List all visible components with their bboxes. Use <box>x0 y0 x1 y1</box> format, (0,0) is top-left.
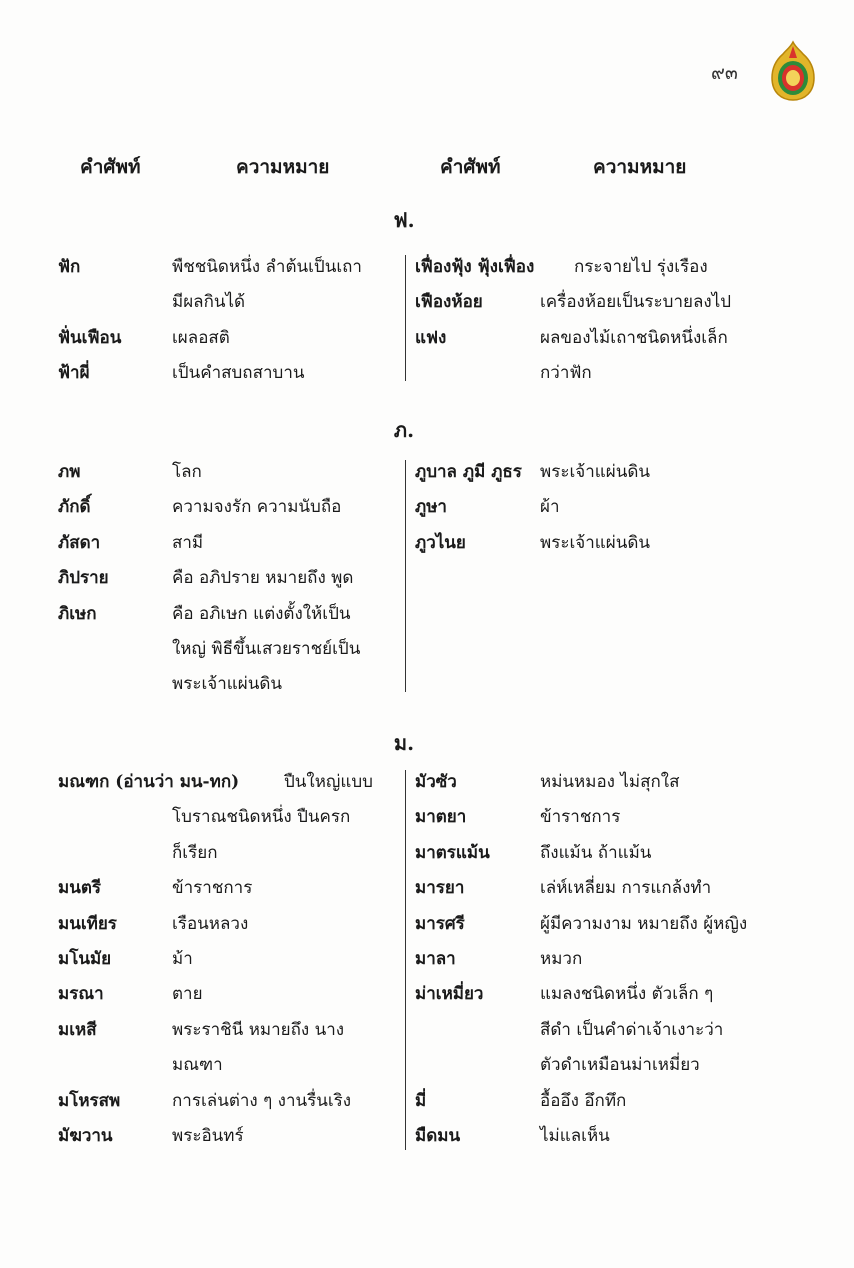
column-header-term-left: คำศัพท์ <box>80 156 141 178</box>
entry-definition: มณฑา <box>172 1055 223 1076</box>
entry-definition: พระอินทร์ <box>172 1126 244 1146</box>
entry-term: ฟัก <box>58 257 81 277</box>
entry-definition: เครื่องห้อยเป็นระบายลงไป <box>540 292 732 313</box>
entry-definition: ไม่แลเห็น <box>540 1126 610 1146</box>
entry-term: เฟื่องฟุ้ง ฟุ้งเฟื่อง <box>415 257 535 277</box>
entry-definition: ถึงแม้น ถ้าแม้น <box>540 842 652 863</box>
column-divider-fo <box>405 255 406 381</box>
entry-term: เฟืองห้อย <box>415 292 483 313</box>
entry-definition: มีผลกินได้ <box>172 292 246 313</box>
entry-definition: สามี <box>172 532 204 553</box>
entry-definition: เรือนหลวง <box>172 913 249 934</box>
entry-definition: ตัวดำเหมือนม่าเหมี่ยว <box>540 1055 700 1076</box>
entry-term: ภูษา <box>415 497 447 518</box>
entry-definition: ผ้า <box>540 497 560 518</box>
column-divider-mo <box>405 770 406 1150</box>
entry-definition: ตาย <box>172 984 203 1005</box>
column-header-meaning-right: ความหมาย <box>593 156 687 178</box>
entry-term: มาตรแม้น <box>415 842 490 863</box>
entry-definition: ก็เรียก <box>172 842 218 863</box>
entry-definition: ปืนใหญ่แบบ <box>284 772 373 792</box>
entry-definition: หมวก <box>540 949 583 969</box>
entry-term: มัฆวาน <box>58 1126 113 1146</box>
section-letter-fo: ฟ. <box>393 208 415 232</box>
entry-definition: กว่าฟัก <box>540 363 592 384</box>
entry-term: ม่าเหมี่ยว <box>415 984 484 1005</box>
entry-definition: ความจงรัก ความนับถือ <box>172 497 342 518</box>
entry-term: มณฑก (อ่านว่า มน-ทก) <box>58 772 240 792</box>
entry-term: ฟั่นเฟือน <box>58 327 122 348</box>
column-header-term-right: คำศัพท์ <box>440 156 501 178</box>
entry-term: มี่ <box>415 1090 427 1111</box>
entry-term: ภิปราย <box>58 568 109 589</box>
entry-definition: ใหญ่ พิธีขึ้นเสวยราชย์เป็น <box>172 639 361 659</box>
entry-definition: เป็นคำสบถสาบาน <box>172 363 305 384</box>
entry-definition: แมลงชนิดหนึ่ง ตัวเล็ก ๆ <box>540 984 714 1005</box>
entry-term: ภูวไนย <box>415 532 466 553</box>
entry-term: มารยา <box>415 878 465 899</box>
entry-term: แฟง <box>415 327 447 348</box>
entry-definition: อื้ออึง อึกทึก <box>540 1090 627 1111</box>
entry-definition: พระราชินี หมายถึง นาง <box>172 1019 345 1040</box>
entry-definition: ข้าราชการ <box>540 807 621 828</box>
entry-term: ภักดิ์ <box>58 497 91 518</box>
entry-definition: ข้าราชการ <box>172 878 253 899</box>
royal-seal-emblem <box>770 40 816 102</box>
entry-term: มนเทียร <box>58 913 117 934</box>
entry-term: ภัสดา <box>58 532 101 553</box>
entry-term: มัวซัว <box>415 772 457 792</box>
entry-definition: หม่นหมอง ไม่สุกใส <box>540 772 680 792</box>
page-number: ๙๓ <box>711 62 738 84</box>
entry-term: มเหสี <box>58 1019 97 1040</box>
entry-term: ภูบาล ภูมี ภูธร <box>415 462 522 482</box>
entry-definition: ผลของไม้เถาชนิดหนึ่งเล็ก <box>540 327 728 348</box>
entry-definition: เล่ห์เหลี่ยม การแกล้งทำ <box>540 878 712 899</box>
section-letter-pho: ภ. <box>393 418 415 442</box>
column-header-meaning-left: ความหมาย <box>236 156 330 178</box>
entry-definition: พระเจ้าแผ่นดิน <box>172 674 282 695</box>
entry-term: มนตรี <box>58 878 101 899</box>
column-divider-pho <box>405 460 406 692</box>
entry-term: มโหรสพ <box>58 1090 121 1111</box>
entry-definition: คือ อภิปราย หมายถึง พูด <box>172 568 354 589</box>
entry-definition: โบราณชนิดหนึ่ง ปืนครก <box>172 807 351 828</box>
entry-definition: พระเจ้าแผ่นดิน <box>540 462 650 482</box>
entry-term: มาลา <box>415 949 456 969</box>
section-letter-mo: ม. <box>393 731 415 755</box>
entry-term: มืดมน <box>415 1126 461 1146</box>
entry-definition: ม้า <box>172 949 193 969</box>
entry-definition: ผู้มีความงาม หมายถึง ผู้หญิง <box>540 913 748 934</box>
entry-definition: สีดำ เป็นคำด่าเจ้าเงาะว่า <box>540 1019 724 1040</box>
entry-term: ภิเษก <box>58 603 97 624</box>
entry-term: ภพ <box>58 462 81 482</box>
entry-term: มาตยา <box>415 807 467 828</box>
entry-definition: โลก <box>172 462 202 482</box>
entry-definition: กระจายไป รุ่งเรือง <box>574 257 708 277</box>
entry-term: ฟ้าผี่ <box>58 363 90 384</box>
entry-definition: การเล่นต่าง ๆ งานรื่นเริง <box>172 1090 352 1111</box>
entry-term: มารศรี <box>415 913 465 934</box>
entry-definition: พระเจ้าแผ่นดิน <box>540 532 650 553</box>
entry-term: มโนมัย <box>58 949 112 969</box>
entry-definition: พืชชนิดหนึ่ง ลำต้นเป็นเถา <box>172 257 362 277</box>
entry-definition: เผลอสติ <box>172 327 230 348</box>
entry-definition: คือ อภิเษก แต่งตั้งให้เป็น <box>172 603 351 624</box>
entry-term: มรณา <box>58 984 104 1005</box>
